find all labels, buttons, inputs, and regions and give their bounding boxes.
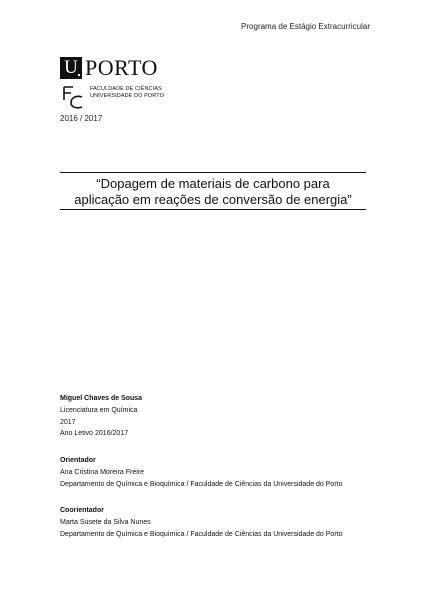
fc-monogram-icon — [62, 85, 84, 109]
orientador-heading: Orientador — [60, 457, 96, 464]
coorientador-info — [60, 505, 343, 540]
academic-year-label: 2016 / 2017 — [60, 114, 103, 123]
fcup-logo — [62, 85, 164, 109]
orientador-department: Departamento de Química e Bioquímica / Faculdade de Ciências da Universidade do Porto — [60, 480, 343, 488]
faculty-name — [90, 86, 164, 100]
student-year: 2017 — [60, 418, 76, 426]
student-name: Miguel Chaves de Sousa — [60, 395, 143, 402]
faculty-line-2: UNIVERSIDADE DO PORTO — [90, 93, 165, 99]
title-line-1: “Dopagem de materiais de carbono para — [96, 176, 330, 191]
faculty-line-1: FACULDADE DE CIÊNCIAS — [90, 86, 162, 92]
coorientador-department: Departamento de Química e Bioquímica / Faculdade de Ciências da Universidade do Porto — [60, 530, 343, 538]
coorientador-heading: Coorientador — [60, 507, 104, 514]
student-info — [60, 393, 142, 440]
orientador-info — [60, 455, 343, 490]
thesis-title — [60, 172, 366, 210]
student-degree: Licenciatura em Química — [60, 406, 138, 414]
porto-wordmark: PORTO — [85, 55, 158, 80]
orientador-name: Ana Cristina Moreira Freire — [60, 468, 145, 476]
coorientador-name: Marta Susete da Silva Nunes — [60, 518, 151, 526]
uporto-logo — [60, 55, 158, 81]
u-letter: U — [64, 57, 78, 78]
logo-dot — [78, 74, 80, 76]
student-academic-year: Ano Letivo 2016/2017 — [60, 430, 129, 438]
u-logo-box — [60, 57, 82, 79]
title-line-2: aplicação em reações de conversão de energia” — [74, 191, 352, 207]
program-header: Programa de Estágio Extracurricular — [241, 22, 370, 31]
